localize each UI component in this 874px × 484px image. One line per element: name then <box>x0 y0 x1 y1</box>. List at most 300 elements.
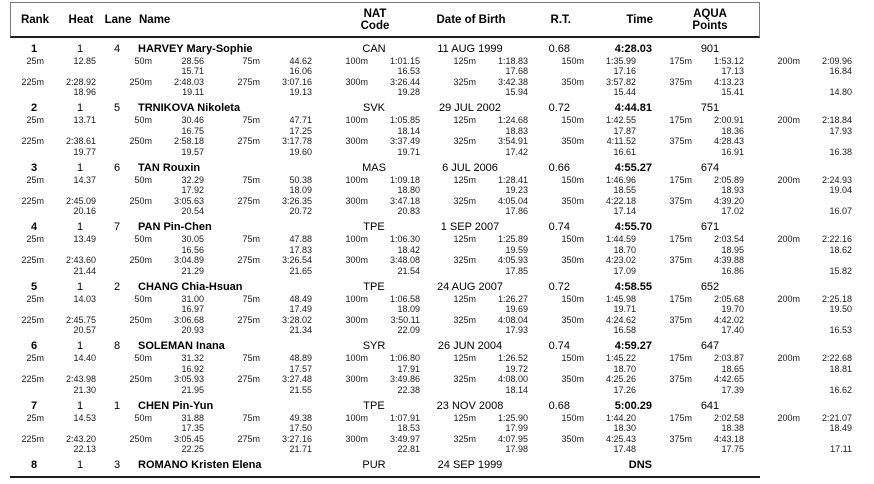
split-distance-label <box>550 126 584 137</box>
split-time-value: 17.40 <box>721 325 744 335</box>
split-distance-label: 325m <box>453 374 476 384</box>
split-cell <box>10 66 118 77</box>
result-row-group <box>10 340 852 395</box>
split-cell <box>658 266 766 277</box>
split-distance-label: 225m <box>21 136 44 146</box>
split-time-value: 19.71 <box>397 146 420 157</box>
split-time-value: 4:28.43 <box>713 136 744 146</box>
split-time-value: 1:35.99 <box>605 55 636 66</box>
split-cell <box>334 66 442 77</box>
heat-cell: 1 <box>76 42 84 55</box>
split-time-value: 1:01.15 <box>389 55 420 66</box>
split-distance-label <box>334 385 368 396</box>
split-cell <box>442 126 550 137</box>
split-time-value: 20.83 <box>397 206 420 216</box>
split-time-value: 1:44.20 <box>605 412 636 423</box>
split-time-value: 18.49 <box>829 423 852 433</box>
split-time-value: 17.11 <box>830 444 852 454</box>
split-distance-label <box>442 444 476 455</box>
header-nat-line2: Code <box>360 19 390 32</box>
split-time-value: 1:07.91 <box>389 412 420 423</box>
split-cell <box>334 196 442 207</box>
split-distance-label <box>118 206 152 217</box>
split-cell <box>226 413 334 424</box>
date-of-birth-cell: 24 AUG 2007 <box>436 280 504 293</box>
split-cell <box>118 423 226 434</box>
split-time-value: 18.93 <box>721 185 744 195</box>
header-date-of-birth: Date of Birth <box>436 13 506 26</box>
final-time-cell: 4:59.27 <box>614 340 652 352</box>
split-time-value: 2:48.03 <box>173 76 204 87</box>
date-of-birth-cell: 11 AUG 1999 <box>437 42 503 55</box>
split-cell <box>550 294 658 305</box>
result-row-group <box>10 221 852 276</box>
split-cell <box>442 175 550 186</box>
split-time-value: 20.16 <box>73 206 96 216</box>
split-cell <box>766 374 874 385</box>
split-cell <box>658 364 766 375</box>
split-distance-label <box>226 185 260 196</box>
split-distance-label: 275m <box>237 433 260 444</box>
result-row <box>10 162 760 175</box>
split-distance-label <box>766 385 800 396</box>
split-cell <box>10 423 118 434</box>
split-time-value: 17.83 <box>289 244 312 255</box>
split-time-value: 4:42.65 <box>713 374 744 384</box>
split-cell <box>766 444 874 455</box>
split-cell <box>550 434 658 445</box>
split-time-value: 21.95 <box>181 384 204 395</box>
split-time-value: 19.11 <box>182 87 204 97</box>
rank-cell: 5 <box>30 280 38 293</box>
split-cell <box>658 315 766 326</box>
split-cell <box>118 294 226 305</box>
split-distance-label: 150m <box>561 115 584 125</box>
split-distance-label <box>10 444 44 455</box>
table-bottom-rule <box>10 476 760 478</box>
split-cell <box>10 325 118 336</box>
split-cell <box>658 423 766 434</box>
split-distance-label: 250m <box>129 136 152 146</box>
split-cell <box>10 245 118 256</box>
split-distance-label <box>766 245 800 256</box>
split-cell <box>658 304 766 315</box>
split-time-value: 3:37.49 <box>389 136 420 146</box>
split-cell <box>10 56 118 67</box>
split-cell <box>550 56 658 67</box>
split-distance-label <box>334 364 368 375</box>
split-cell <box>118 444 226 455</box>
split-distance-label: 225m <box>21 374 44 384</box>
split-cell <box>550 196 658 207</box>
split-time-value: 18.36 <box>721 125 744 136</box>
split-row <box>10 55 852 67</box>
split-time-value: 17.42 <box>505 146 528 157</box>
split-row <box>10 206 852 217</box>
split-cell <box>766 353 874 364</box>
split-cell <box>118 255 226 266</box>
split-cell <box>118 126 226 137</box>
split-distance-label <box>550 304 584 315</box>
split-time-value: 16.53 <box>397 66 420 76</box>
split-rows <box>10 353 852 395</box>
split-time-value: 31.88 <box>181 412 204 423</box>
split-cell <box>118 266 226 277</box>
split-distance-label: 125m <box>453 293 476 304</box>
result-row-group <box>10 399 852 455</box>
split-time-value: 3:26.54 <box>281 255 312 265</box>
split-cell <box>766 294 874 305</box>
split-cell <box>118 325 226 336</box>
split-time-value: 16.97 <box>181 304 204 314</box>
split-time-value: 17.16 <box>613 66 636 76</box>
split-distance-label <box>334 423 368 434</box>
split-cell <box>442 66 550 77</box>
split-cell <box>226 315 334 326</box>
split-time-value: 18.38 <box>721 423 744 433</box>
split-cell <box>118 374 226 385</box>
split-distance-label: 275m <box>237 76 260 87</box>
split-cell <box>334 126 442 137</box>
heat-cell: 1 <box>76 399 84 412</box>
split-cell <box>118 136 226 147</box>
split-cell <box>118 147 226 158</box>
split-time-value: 15.82 <box>829 265 852 276</box>
split-distance-label: 125m <box>453 55 476 66</box>
split-cell <box>550 325 658 336</box>
split-time-value: 4:43.18 <box>713 433 744 444</box>
result-row <box>10 400 760 413</box>
header-aqua-points <box>661 8 759 32</box>
rank-cell: 8 <box>30 459 38 471</box>
split-time-value: 18.55 <box>613 185 636 195</box>
split-cell <box>10 353 118 364</box>
split-time-value: 2:38.61 <box>65 136 96 146</box>
split-cell <box>658 126 766 137</box>
split-distance-label <box>334 206 368 217</box>
split-row <box>10 353 852 364</box>
split-cell <box>658 325 766 336</box>
split-distance-label <box>226 126 260 137</box>
split-time-value: 2:43.60 <box>65 255 96 265</box>
split-distance-label <box>10 325 44 336</box>
split-time-value: 1:46.96 <box>605 174 636 185</box>
split-distance-label <box>334 66 368 77</box>
split-cell <box>658 147 766 158</box>
split-distance-label: 50m <box>134 353 152 363</box>
split-cell <box>442 87 550 98</box>
result-row-group <box>10 102 852 157</box>
split-distance-label: 50m <box>134 174 152 185</box>
split-cell <box>10 444 118 455</box>
final-time-cell: 5:00.29 <box>614 399 652 412</box>
split-cell <box>550 126 658 137</box>
split-row <box>10 87 852 98</box>
split-cell <box>766 56 874 67</box>
split-cell <box>118 185 226 196</box>
split-cell <box>550 364 658 375</box>
split-time-value: 3:48.08 <box>389 255 420 265</box>
split-distance-label <box>226 206 260 217</box>
split-cell <box>766 325 874 336</box>
split-distance-label: 275m <box>237 136 260 146</box>
split-time-value: 17.98 <box>505 444 528 454</box>
date-of-birth-cell: 26 JUN 2004 <box>437 340 503 352</box>
split-distance-label <box>118 147 152 158</box>
split-time-value: 20.72 <box>289 206 312 216</box>
split-cell <box>334 434 442 445</box>
split-time-value: 2:09.96 <box>821 55 852 66</box>
split-cell <box>442 115 550 126</box>
reaction-time-cell: 0.68 <box>548 42 570 55</box>
split-time-value: 2:45.75 <box>65 314 96 325</box>
split-distance-label <box>334 444 368 455</box>
split-row <box>10 255 760 266</box>
split-distance-label <box>226 266 260 277</box>
split-distance-label <box>766 136 800 147</box>
split-time-value: 3:05.93 <box>173 374 204 384</box>
nat-code-cell: TPE <box>363 221 385 233</box>
date-of-birth-cell: 24 SEP 1999 <box>437 459 503 471</box>
split-cell <box>658 385 766 396</box>
lane-cell: 6 <box>113 161 121 174</box>
split-distance-label: 225m <box>21 195 44 206</box>
split-distance-label: 200m <box>777 174 800 185</box>
split-cell <box>10 115 118 126</box>
split-cell <box>766 206 874 217</box>
split-time-value: 3:05.63 <box>173 195 204 206</box>
split-time-value <box>48 66 96 77</box>
date-of-birth-cell: 1 SEP 2007 <box>440 221 500 233</box>
split-time-value: 19.70 <box>721 304 744 314</box>
split-time-value: 17.99 <box>505 423 528 433</box>
split-cell <box>118 385 226 396</box>
split-time-value: 17.02 <box>721 206 744 216</box>
split-cell <box>226 147 334 158</box>
split-cell <box>10 374 118 385</box>
split-cell <box>550 304 658 315</box>
split-time-value: 3:07.16 <box>281 76 312 87</box>
split-distance-label <box>10 385 44 396</box>
result-row <box>10 459 760 472</box>
split-distance-label <box>442 245 476 256</box>
split-distance-label: 125m <box>453 115 476 125</box>
split-cell <box>442 374 550 385</box>
split-time-value <box>804 374 852 385</box>
split-distance-label: 175m <box>669 293 692 304</box>
split-distance-label <box>118 304 152 315</box>
split-cell <box>334 304 442 315</box>
split-distance-label <box>766 255 800 266</box>
nat-code-cell: TPE <box>363 280 385 293</box>
split-distance-label <box>442 266 476 277</box>
split-distance-label <box>442 364 476 375</box>
split-distance-label <box>550 147 584 158</box>
split-distance-label: 25m <box>26 174 44 185</box>
split-time-value: 17.09 <box>613 265 636 276</box>
split-time-value: 16.07 <box>829 206 852 216</box>
split-distance-label <box>442 87 476 98</box>
split-time-value: 22.09 <box>397 325 420 335</box>
split-time-value: 18.70 <box>613 244 636 255</box>
header-rank: Rank <box>20 13 50 26</box>
split-distance-label: 275m <box>237 255 260 265</box>
split-cell <box>766 175 874 186</box>
split-time-value: 21.34 <box>289 325 312 335</box>
header-nat-code <box>331 8 419 32</box>
split-distance-label: 350m <box>561 433 584 444</box>
split-time-value: 19.60 <box>289 146 312 157</box>
split-distance-label <box>10 147 44 158</box>
split-time-value <box>804 136 852 147</box>
split-cell <box>442 136 550 147</box>
split-time-value <box>804 434 852 445</box>
split-cell <box>442 255 550 266</box>
split-time-value: 13.49 <box>73 234 96 244</box>
split-cell <box>118 115 226 126</box>
split-distance-label <box>766 126 800 137</box>
split-time-value <box>48 304 96 315</box>
split-cell <box>10 364 118 375</box>
split-row <box>10 304 852 315</box>
split-time-value: 2:43.20 <box>65 433 96 444</box>
split-distance-label <box>766 364 800 375</box>
split-cell <box>550 66 658 77</box>
split-cell <box>334 206 442 217</box>
split-distance-label: 100m <box>345 55 368 66</box>
split-time-value: 20.57 <box>73 325 96 335</box>
aqua-points-cell: 751 <box>700 102 720 114</box>
split-time-value: 2:03.54 <box>713 234 744 244</box>
split-time-value: 1:28.41 <box>497 174 528 185</box>
split-cell <box>766 77 874 88</box>
split-time-value: 14.03 <box>73 293 96 304</box>
split-rows <box>10 293 852 336</box>
split-cell <box>766 115 874 126</box>
swimmer-name: TAN Rouxin <box>138 161 201 174</box>
split-distance-label <box>766 147 800 158</box>
split-distance-label <box>442 147 476 158</box>
split-distance-label: 250m <box>129 195 152 206</box>
aqua-points-cell: 671 <box>700 221 720 233</box>
split-time-value: 3:42.38 <box>497 76 528 87</box>
split-time-value: 2:24.93 <box>821 174 852 185</box>
split-distance-label <box>550 385 584 396</box>
split-time-value: 14.37 <box>73 174 96 185</box>
split-cell <box>766 423 874 434</box>
split-distance-label: 325m <box>453 195 476 206</box>
rank-cell: 4 <box>30 221 38 233</box>
split-distance-label: 100m <box>345 234 368 244</box>
split-distance-label: 50m <box>134 115 152 125</box>
split-distance-label <box>766 66 800 77</box>
split-cell <box>226 325 334 336</box>
split-time-value: 44.62 <box>289 55 312 66</box>
nat-code-cell: SYR <box>362 340 386 352</box>
split-cell <box>658 185 766 196</box>
split-distance-label: 325m <box>453 314 476 325</box>
split-time-value: 18.83 <box>505 125 528 136</box>
split-cell <box>550 444 658 455</box>
split-time-value: 3:57.82 <box>605 76 636 87</box>
split-distance-label: 150m <box>561 174 584 185</box>
split-time-value: 16.38 <box>829 146 852 157</box>
split-distance-label <box>658 66 692 77</box>
split-row <box>10 136 760 147</box>
split-cell <box>334 374 442 385</box>
heat-cell: 1 <box>76 459 84 471</box>
split-distance-label <box>118 87 152 98</box>
split-time-value: 3:17.78 <box>281 136 312 146</box>
split-cell <box>118 234 226 245</box>
split-distance-label: 75m <box>242 115 260 125</box>
split-cell <box>10 413 118 424</box>
split-cell <box>226 87 334 98</box>
split-cell <box>226 175 334 186</box>
split-distance-label <box>766 325 800 336</box>
split-time-value: 2:45.09 <box>65 195 96 206</box>
split-cell <box>334 413 442 424</box>
split-cell <box>226 294 334 305</box>
split-time-value: 1:44.59 <box>605 234 636 244</box>
nat-code-cell: SVK <box>362 102 385 114</box>
split-time-value: 16.84 <box>829 66 852 76</box>
split-cell <box>334 77 442 88</box>
split-distance-label <box>766 196 800 207</box>
split-time-value: 18.14 <box>397 125 420 136</box>
aqua-points-cell: 901 <box>700 42 720 55</box>
split-distance-label: 300m <box>345 255 368 265</box>
header-time: Time <box>626 13 653 26</box>
split-time-value: 20.54 <box>181 206 204 216</box>
split-distance-label <box>766 423 800 434</box>
split-cell <box>226 66 334 77</box>
header-points-line2: Points <box>692 19 728 32</box>
split-distance-label: 250m <box>129 433 152 444</box>
split-distance-label: 100m <box>345 115 368 125</box>
split-cell <box>226 115 334 126</box>
split-distance-label: 350m <box>561 255 584 265</box>
split-time-value <box>48 245 96 256</box>
split-distance-label <box>550 325 584 336</box>
split-cell <box>226 245 334 256</box>
split-row <box>10 265 852 277</box>
split-cell <box>658 444 766 455</box>
split-cell <box>766 364 874 375</box>
split-time-value: 16.92 <box>181 363 204 374</box>
split-time-value: 3:50.11 <box>390 314 420 325</box>
split-distance-label <box>118 364 152 375</box>
split-time-value: 1:18.83 <box>497 55 528 66</box>
split-time-value: 15.44 <box>613 87 636 97</box>
split-cell <box>334 353 442 364</box>
split-time-value: 4:22.18 <box>605 195 636 206</box>
split-time-value: 3:54.91 <box>497 136 528 146</box>
split-distance-label <box>10 266 44 277</box>
split-time-value: 4:42.02 <box>713 314 744 325</box>
split-distance-label <box>118 385 152 396</box>
split-cell <box>10 266 118 277</box>
split-row <box>10 196 760 207</box>
split-cell <box>550 77 658 88</box>
split-cell <box>226 364 334 375</box>
split-cell <box>658 56 766 67</box>
split-distance-label <box>226 423 260 434</box>
split-cell <box>442 234 550 245</box>
split-distance-label: 300m <box>345 433 368 444</box>
split-time-value: 28.56 <box>181 55 204 66</box>
split-cell <box>766 126 874 137</box>
